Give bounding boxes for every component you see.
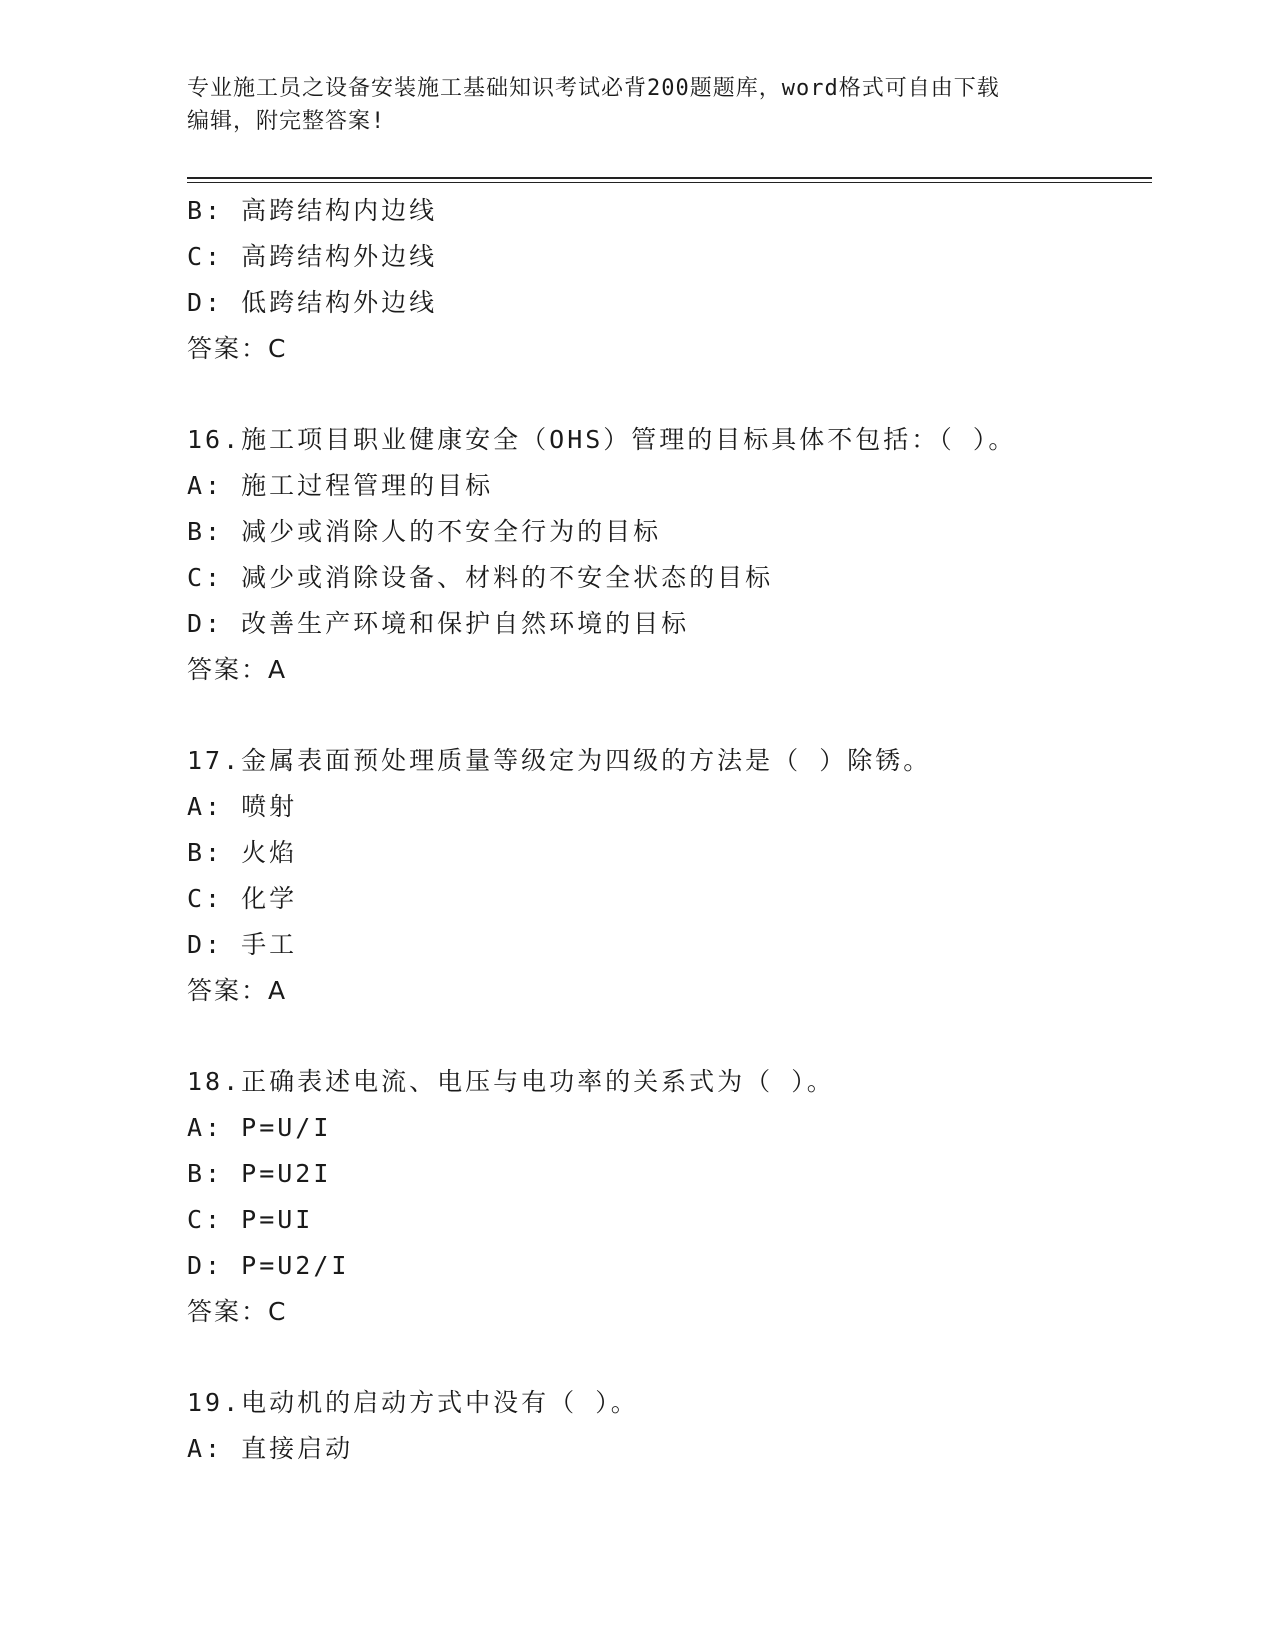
answer: 答案：C [187, 334, 288, 363]
question-stem: 18.正确表述电流、电压与电功率的关系式为（ ）。 [187, 1067, 835, 1096]
option-b: B: 减少或消除人的不安全行为的目标 [187, 517, 662, 546]
option-b: B: 高跨结构内边线 [187, 196, 438, 225]
answer: 答案：C [187, 1297, 288, 1326]
option-a: A: 喷射 [187, 792, 298, 821]
question-stem: 17.金属表面预处理质量等级定为四级的方法是（ ）除锈。 [187, 746, 932, 775]
question-18 [187, 1059, 1152, 1335]
question-16 [187, 417, 1152, 693]
header-divider-thin [187, 182, 1152, 183]
question-stem: 19.电动机的启动方式中没有（ ）。 [187, 1388, 639, 1417]
option-d: D: 低跨结构外边线 [187, 288, 438, 317]
option-d: D: P=U2/I [187, 1251, 350, 1280]
header-line-2: 编辑，附完整答案! [187, 109, 386, 134]
option-c: C: 化学 [187, 884, 298, 913]
header-divider-thick [187, 177, 1152, 179]
answer: 答案：A [187, 976, 288, 1005]
question-15-continued [187, 188, 1152, 372]
option-a: A: P=U/I [187, 1113, 332, 1142]
option-d: D: 手工 [187, 930, 298, 959]
option-c: C: P=UI [187, 1205, 314, 1234]
option-a: A: 直接启动 [187, 1434, 354, 1463]
question-list [187, 188, 1152, 1472]
header-line-1: 专业施工员之设备安装施工基础知识考试必背200题题库，word格式可自由下载 [187, 76, 1000, 101]
document-header [187, 72, 1067, 138]
option-c: C: 减少或消除设备、材料的不安全状态的目标 [187, 563, 774, 592]
spacer [187, 1014, 1152, 1059]
question-17 [187, 738, 1152, 1014]
spacer [187, 693, 1152, 738]
question-19 [187, 1380, 1152, 1472]
option-c: C: 高跨结构外边线 [187, 242, 438, 271]
option-b: B: 火焰 [187, 838, 298, 867]
question-stem: 16.施工项目职业健康安全（OHS）管理的目标具体不包括：（ ）。 [187, 425, 1017, 454]
option-d: D: 改善生产环境和保护自然环境的目标 [187, 609, 690, 638]
option-b: B: P=U2I [187, 1159, 332, 1188]
answer: 答案：A [187, 655, 288, 684]
option-a: A: 施工过程管理的目标 [187, 471, 494, 500]
spacer [187, 372, 1152, 417]
spacer [187, 1335, 1152, 1380]
